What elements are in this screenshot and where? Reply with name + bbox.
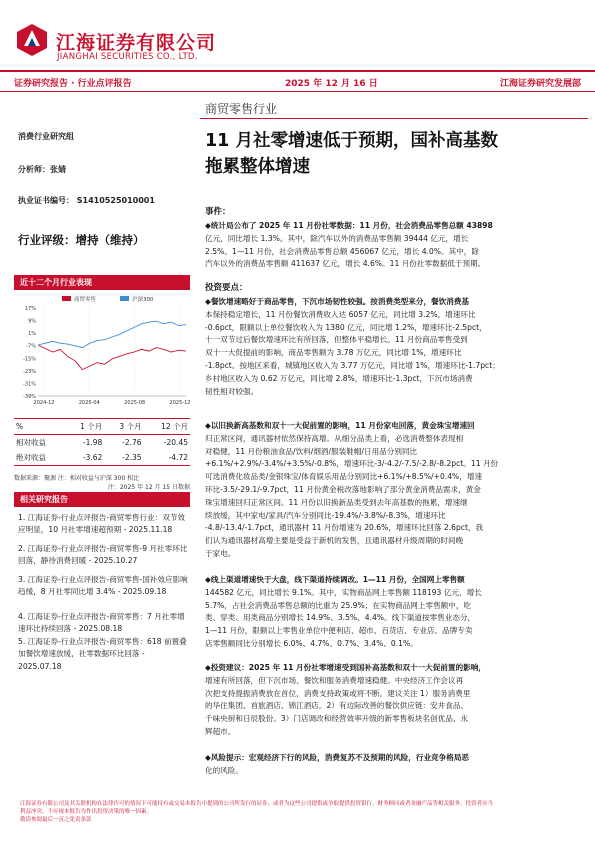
y-tick-label: 9% [28, 318, 36, 325]
related-report[interactable]: 4. 江海证券-行业点评报告-商贸零售：7 月社零增速环比持续回落 - 2025.08.18 [18, 612, 185, 634]
table-cell: -2.76 [122, 438, 142, 447]
chart-section-title: 近十二个月行业表现 [14, 275, 190, 290]
text-line: 亿元，同比增长 1.3%。其中，除汽车以外的消费品零售额 39444 亿元，增长 [205, 233, 469, 243]
text-line: 类、穿类、用类商品分别增长 14.9%、3.5%、4.4%。线下渠道按零售业态分， [205, 613, 476, 623]
key-points-heading: 投资要点： [205, 283, 248, 293]
industry-divider [200, 118, 588, 119]
text-line: 环比-3.5/-29.1/-9.7pct，11 月份黄金税改落地影响了部分黄金消费品需求，黄金 [205, 484, 481, 494]
text-line: 续放缓，其中家电/家具/汽车分别同比-19.4%/-3.8%/-8.3%，增速环比 [205, 510, 446, 520]
text-line: ◆餐饮增速略好于商品零售，下沉市场韧性较强。按消费类型来分，餐饮消费基 [205, 297, 470, 306]
table-row [14, 435, 190, 451]
text-line: 店零售额同比分别增长 6.0%、4.7%、0.7%、3.4%、0.1%。 [205, 638, 418, 648]
text-line: -0.6pct，限额以上单位餐饮收入为 1380 亿元，同比增 1.2%，增速环比-2.5pct， [205, 322, 487, 332]
text-line: ◆以旧换新高基数和双十一大促前置的影响，11 月份家电回落，黄金珠宝增速回 [205, 421, 475, 430]
report-title [205, 128, 590, 180]
header-divider-bottom [0, 91, 595, 92]
related-report[interactable]: 1. 江海证券-行业点评报告-商贸零售行业：双节效应明显，10 月社零增速超预期 - 2025.11.18 [18, 513, 186, 535]
point-dining [205, 296, 583, 398]
related-section-title: 相关研究报告 [14, 492, 190, 507]
point-risk [205, 752, 583, 778]
y-tick-label: -15% [23, 356, 36, 363]
text-line: -4.8/-13.4/-1.7pct，通讯器材 11 月份增速为 20.6%，增速环比回落 2.6pct，我 [205, 523, 484, 533]
table-cell: -20.45 [163, 438, 188, 447]
x-tick-label: 2024-12 [33, 400, 55, 406]
x-tick-label: 2025-08 [124, 400, 146, 406]
source-note-line: 注：2025 年 12 月 15 日数据 [107, 484, 190, 491]
text-line: -1.8pct。按地区来看，城镇地区收入为 3.77 万亿元，同比增 1%，增速环比-1.7pct； [205, 360, 500, 370]
table-cell: -1.98 [82, 438, 103, 447]
text-line: 于家电。 [205, 548, 236, 558]
legend-swatch-hs300 [120, 296, 129, 301]
text-line: ◆线上渠道增速快于大盘，线下渠道持续调改。1—11 月份，全国网上零售额 [205, 575, 465, 584]
table-cell: -3.62 [65, 450, 104, 466]
table-cell: 相对收益 [16, 438, 46, 447]
text-line: 珠宝增速回归正常区间。11 月份以旧换新品类受到去年高基数的拖累，增速继 [205, 497, 468, 507]
company-name-en: JIANGHAI SECURITIES CO., LTD. [57, 52, 198, 62]
report-date: 2025 年 12 月 16 日 [285, 79, 378, 89]
table-header-cell: 3 个月 [104, 419, 143, 435]
disclaimer-line: 敬请参阅最后一页之免责条款 [20, 817, 92, 823]
text-line: 们认为通讯器材高增主要是受益于新机的发售，且通讯器材升级周期的时间晚 [205, 536, 464, 546]
y-tick-label: -7% [26, 343, 36, 350]
text-line: 次把支持提振消费放在首位，消费支持政策或将不断。建议关注 1）服务消费里 [205, 688, 471, 698]
text-line: ◆风险提示：宏观经济下行的风险，消费复苏不及预期的风险，行业竞争格局恶 [205, 753, 470, 762]
legend-swatch-retail [62, 296, 71, 301]
text-line: 化的风险。 [205, 765, 243, 775]
text-line: +6.1%/+2.9%/-3.4%/+3.5%/-0.8%，增速环比-3/-4.2/-7.5/-2.8/-8.2pct。11 月份 [205, 459, 499, 469]
text-line: 乡村地区收入为 0.62 万亿元，同比增 2.8%，增速环比-1.3pct，下沉市场消费 [205, 373, 473, 383]
text-line: 千味央厨和日辰股份。3）门店调改和经营效率升级的新零售板块名创优品、永 [205, 714, 469, 724]
table-header-cell: 1 个月 [65, 419, 104, 435]
y-axis [23, 306, 36, 400]
text-line: ◆投资建议：2025 年 11 月份社零增速受到国补高基数和双十一大促前置的影响， [205, 663, 486, 672]
text-line: 的华住集团、首旅酒店、锦江酒店。2）有边际改善的餐饮供应链：安井食品、 [205, 701, 469, 711]
text-line: 辉超市。 [205, 726, 236, 736]
report-title-line: 11 月社零增速低于预期，国补高基数 [205, 131, 498, 151]
point-investment-advice [205, 662, 583, 739]
text-line: 2.5%。1—11 月份，社会消费品零售总额 456067 亿元，增长 4.0%。其中，除 [205, 246, 479, 256]
text-line: 1—11 月份，限额以上零售业单位中便利店、超市、百货店、专业店、品牌专卖 [205, 626, 473, 636]
table-cell: -2.35 [104, 450, 143, 466]
series-retail-line [38, 345, 186, 370]
table-row [14, 450, 190, 466]
table-cell: -4.72 [144, 450, 190, 466]
related-report[interactable]: 5. 江海证券-行业点评报告-商贸零售：618 前置叠加餐饮增速放缓，社零数据环比回落 - 2025.07.18 [18, 637, 187, 671]
y-tick-label: -31% [23, 381, 36, 388]
point-categories [205, 420, 583, 561]
x-tick-label: 2025-04 [78, 400, 100, 406]
text-line: 汽车以外的消费品零售额 411637 亿元，增长 4.6%。11 月份社零数据低于预期。 [205, 259, 486, 269]
legend-label-hs300: 沪深300 [132, 297, 154, 303]
analyst: 分析师：张婧 [18, 165, 66, 174]
research-group: 消费行业研究组 [18, 132, 74, 141]
disclaimer-line: 利益冲突，不应视本报告为作出投资决策的唯一因素。 [20, 809, 153, 815]
x-tick-label: 2025-12 [169, 400, 190, 406]
table-cell: 绝对收益 [14, 450, 65, 466]
company-name-cn: 江海证券有限公司 [56, 32, 217, 54]
text-line: 归正常区间，通讯器材依然保持高增。从细分品类上看，必选消费整体表现相 [205, 433, 464, 443]
related-report[interactable]: 2. 江海证券-行业点评报告-商贸零售-9 月社零环比回落，静待消费回暖 - 2025.10.27 [18, 544, 188, 566]
text-line: 144582 亿元，同比增长 9.1%。其中，实物商品网上零售额 118193 亿元，增长 [205, 587, 482, 597]
report-title-line: 拖累整体增速 [205, 157, 310, 177]
report-type: 证券研究报告 · 行业点评报告 [14, 79, 132, 89]
table-header-row [14, 419, 190, 435]
text-line: 韧性相对较强。 [205, 386, 259, 396]
performance-table [14, 418, 190, 466]
y-tick-label: -23% [23, 368, 36, 375]
y-tick-label: 17% [24, 306, 36, 312]
series-hs300-line [38, 321, 186, 347]
disclaimer-footer [20, 800, 580, 824]
performance-chart [14, 292, 190, 412]
point-channels [205, 574, 583, 651]
company-logo [14, 22, 50, 58]
source-note-line: 数据来源：聚源 注：相对收益与沪深 300 相比 [14, 475, 140, 482]
text-line: 对稳健，11 月份粮油食品/饮料/烟酒/服装鞋帽/日用品分别同比 [205, 446, 418, 456]
y-tick-label: 1% [28, 331, 36, 338]
source-note [14, 474, 190, 492]
industry-label: 商贸零售行业 [205, 102, 278, 116]
institute-name: 江海证券研究发展部 [499, 79, 581, 89]
certificate-number: 执业证书编号： S1410525010001 [18, 196, 155, 205]
legend-label-retail: 商贸零售 [74, 297, 97, 303]
event-paragraph [205, 220, 583, 271]
event-heading: 事件： [205, 207, 231, 217]
text-line: 5.7%，占社会消费品零售总额的比重为 25.9%；在实物商品网上零售额中，吃 [205, 600, 472, 610]
text-line: 十一双节过后餐饮增速环比有所回落，但整体平稳增长。11 月份商品零售受到 [205, 335, 468, 345]
text-line: ◆统计局公布了 2025 年 11 月份社零数据：11 月份，社会消费品零售总额 43898 [205, 221, 493, 230]
table-header-cell: 12 个月 [144, 419, 190, 435]
text-line: 本保持稳定增长，11 月份餐饮消费收入达 6057 亿元，同比增 3.2%，增速环比 [205, 309, 476, 319]
y-tick-label: -39% [23, 394, 36, 400]
text-line: 可选消费化妆品类/金银珠宝/体育娱乐用品分别同比+6.1%/+8.5%/+0.4%，增速 [205, 472, 483, 482]
industry-rating: 行业评级：增持（维持） [18, 233, 145, 247]
text-line: 双十一大促提前的影响，商品零售额为 3.78 万亿元，同比增 1%，增速环比 [205, 348, 462, 358]
table-header-cell: % [14, 419, 65, 435]
text-line: 增速有所回落，但下沉市场、餐饮和服务消费增速稳健。中央经济工作会议再 [205, 675, 464, 685]
header-divider [0, 70, 595, 72]
x-axis [34, 308, 190, 406]
disclaimer-line: 江海证券有限公司及其关联机构在法律许可的情况下可能持有或交易本报告中提到的公司所发行的证券，或者为这些公司提供或争取提供投资银行、财务顾问或者金融产品等相关服务。投资者应当 [20, 801, 494, 807]
related-report[interactable]: 3. 江海证券-行业点评报告-商贸零售-国补效应影响趋缓，8 月社零同比增 3.4% - 2025.09.18 [18, 575, 188, 597]
